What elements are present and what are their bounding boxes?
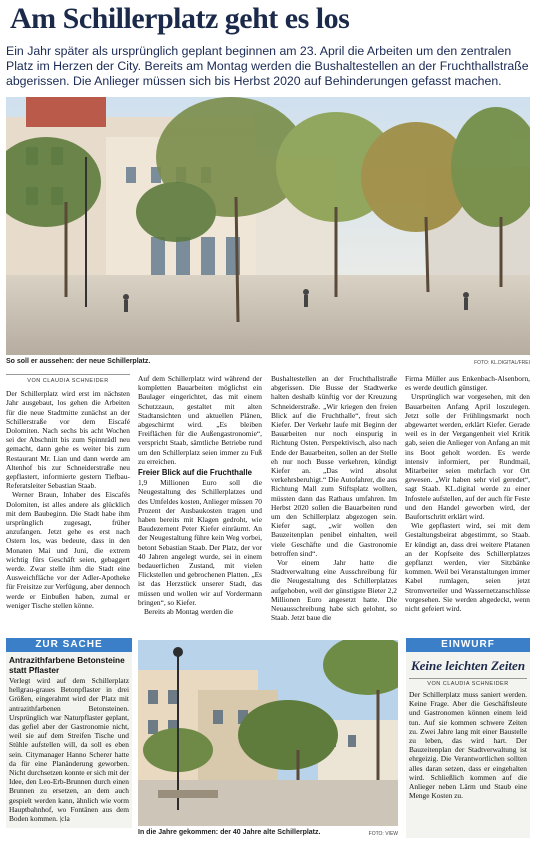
zur-sache-box: [6, 638, 132, 828]
byline: VON CLAUDIA SCHNEIDER: [6, 374, 130, 386]
main-photo-caption: So soll er aussehen: der neue Schillerplatz.: [6, 358, 151, 365]
article-column-3: Bushaltestellen an der Fruchthallstraße abgerissen. Die Busse der Stadtwerke halten deshalb künftig vor der Kreuzung Schneiderstraße. „Wir kriegen den freien Blick auf die Fruchthalle“, freut sich Kiefer. Der Verkehr laufe mit Beginn der Bauarbeiten nur noch einspurig in Richtung Osten. Perspektivisch, also nach Ende der Bauarbeiten, sollen an der Stelle eh nur noch Busse verkehren, kündigt Kiefer an. „Das wird absolut verkehrsberuhigt.“ Die Autofahrer, die aus Richtung Mall zum Stiftsplatz wollten, müssten dann das Rathaus umfahren. Im Herbst 2020 sollen die Bauarbeiten rund um den Schillerplatz abgezogen sein. Kiefer sagt, „wir wollen den Bauzeitenplan penibel einhalten, weil viele Geschäfte und die Gastronomie betroffen sind“. Vor einem Jahr hatte die Stadtverwaltung eine Ausschreibung für die Neugestaltung des Schillerplatzes aufgehoben, weil der günstigste Bieter 2,2 Millionen Euro angesetzt hatte. Die Neuausschreibung habe sich gelohnt, so Staab. Jetzt baue die: [271, 374, 397, 623]
article-column-2: Auf dem Schillerplatz wird während der kompletten Bauarbeiten möglichst ein Baulager eingerichtet, das mit einem Schutzzaun, gestaltet mit alten Stadtansichten und aktuellen Plänen, abgeschirmt wird. „Es bleiben Freiflächen für die Außengastronomie“, verspricht Staab, sämtliche Betriebe rund um den Schillerplatz seien immer zu Fuß zu erreichen. Freier Blick auf die Fruchthalle 1,9 Millionen Euro soll die Neugestaltung des Schillerplatzes und des Umfeldes kosten, Anlieger müssen 70 Prozent der Ausbaukosten tragen und haben bereits mit Klagen gedroht, wie Baudezernent Peter Kiefer einräumt. An der Neugestaltung führe kein Weg vorbei, betont Sebastian Staab. Der Platz, der vor 40 Jahren angelegt wurde, sei in einem bedauerlichen Zustand, mit vielen Flickstellen und gebrochenen Platten. „Es ist das Herzstück unserer Stadt, das müssen und wollen wir auf Vordermann bringen“, so Kiefer. Bereits ab Montag werden die: [138, 374, 262, 617]
lead-paragraph: Ein Jahr später als ursprünglich geplant beginnen am 23. April die Arbeiten um den zentralen Platz im Herzen der City. Bereits am Montag werden die Bushaltestellen an der Fruchthallstraße abgerissen. Die Anlieger müssen sich bis Herbst 2020 auf Behinderungen gefasst machen.: [6, 44, 529, 89]
article-column-4: Firma Müller aus Enkenbach-Alsenborn, es werde deutlich günstiger. Ursprünglich war vorgesehen, mit den Bauarbeiten Anfang April loszulegen. Jetzt solle der Frühlingsmarkt noch abgewartet werden, erklärt Kiefer. Gerade weil es in der Vergangenheit viel Kritik gab, seien die Anlieger von Anfang an mit ins Boot geholt worden. Es werde intensiv informiert, per Rundmail, Mitarbeiter seien mehrfach vor Ort gewesen. „Wir haben sehr viel geredet“, sagt Staab. KL.digital werde zu einer Infostele aufstellen, auf der auch für Feste und den Handel geworben wird, der Baufortschritt erklärt wird. Wie gepflastert wird, sei mit dem Gestaltungsbeirat abgestimmt, so Staab. Er kündigt an, dass drei weitere Platanen an der Kopfseite des Schillerplatzes gepflanzt werden, vier Sitzbänke kommen. Weil bei Veranstaltungen immer Kabel rumlagen, seien jetzt Stromverteiler und Wassernetzanschlüsse vorgesehen. Sie werden abgedeckt, wenn nicht gefeiert wird.: [405, 374, 530, 614]
zur-sache-body: Verlegt wird auf dem Schillerplatz hellgrau-graues Betonpflaster in drei Größen, eingerahmt wird der Platz mit antrazithfarbenen Betonsteinen. Ursprünglich war Naturpflaster geplant, das gefiel aber der Gastronomie nicht, weil sie auf dem Streifen Tische und Stühle aufstellen will, da soll es eben sein. Citymanager Hanno Scherer hatte da für eine Planänderung geworben. Nicht durchsetzen konnte er sich mit der Idee, den Leo-Erb-Brunnen durch einen Brunnen zu ersetzen, an dem auch gespielt werden kann, ähnlich wie vorm Hauptbahnhof, wo Fontänen aus dem Boden kommen. |cla: [9, 676, 129, 824]
zur-sache-label: ZUR SACHE: [6, 638, 132, 652]
headline: Am Schillerplatz geht es los: [10, 2, 350, 35]
subheading: Freier Blick auf die Fruchthalle: [138, 468, 252, 478]
einwurf-label: EINWURF: [406, 638, 530, 652]
einwurf-title: Keine leichten Zeiten: [410, 658, 526, 673]
old-photo-credit: FOTO: VIEW: [368, 831, 398, 837]
photo-of-old-square: [138, 640, 398, 826]
einwurf-body: Der Schillerplatz muss saniert werden. Keine Frage. Aber die Geschäftsleute und Gastronomen können einem leid tun. Auf sie kommen schwere Zeiten zu. Zwei Jahre lang mit einer Baustelle zu leben, das wird hart. Der Bauzeitenplan der Stadtverwaltung ist ehrgeizig. Die Verantwortlichen sollten alles daran setzen, dass er eingehalten wird. Schließlich kommen auf die Anlieger neben Lärm und Staub eine Menge Kosten zu.: [409, 690, 527, 801]
einwurf-box: [406, 638, 530, 838]
einwurf-byline: VON CLAUDIA SCHNEIDER: [409, 678, 527, 687]
main-photo-credit: FOTO: KL.DIGITAL/FREI: [474, 360, 530, 366]
old-square-photo: [138, 640, 398, 826]
article-column-1: VON CLAUDIA SCHNEIDER Der Schillerplatz wird erst im nächsten Jahr ausgebaut, los gehen die Arbeiten für die neue Stadtmitte zunächst an der Schillerstraße vor dem Eiscafé Dolomiten. Nach sechs bis acht Wochen sei der Abschnitt bis zum Spinnrädl neu gemacht, dann gehe es weiter bis zum Restaurant Mr. Lian und dann werde am Altenhof bis zur Schneiderstraße neu gepflastert, informierte gestern Tiefbau-Referatsleiter Sebastian Staab. Werner Braun, Inhaber des Eiscafés Dolomiten, ist alles andere als glücklich mit dem Baubeginn. Die Stadt habe ihm ursprünglich zugesagt, früher anzufangen. Jetzt gehe es erst nach Ostern los, was bedeute, dass in den Monaten Mai und Juni, die extrem wichtig fürs Geschäft seien, gebaggert werde. Zwar stelle ihm die Stadt eine Ausweichfläche vor der Adler-Apotheke für Freisitze zur Verfügung, aber dennoch werde er Einbußen haben, zumal er weniger Tische stellen könne.: [6, 374, 130, 610]
zur-sache-title: Antrazithfarbene Betonsteine statt Pflaster: [9, 655, 125, 675]
rendering-of-new-square: [6, 97, 530, 355]
old-photo-caption: In die Jahre gekommen: der 40 Jahre alte Schillerplatz.: [138, 829, 321, 836]
main-photo: [6, 97, 530, 355]
